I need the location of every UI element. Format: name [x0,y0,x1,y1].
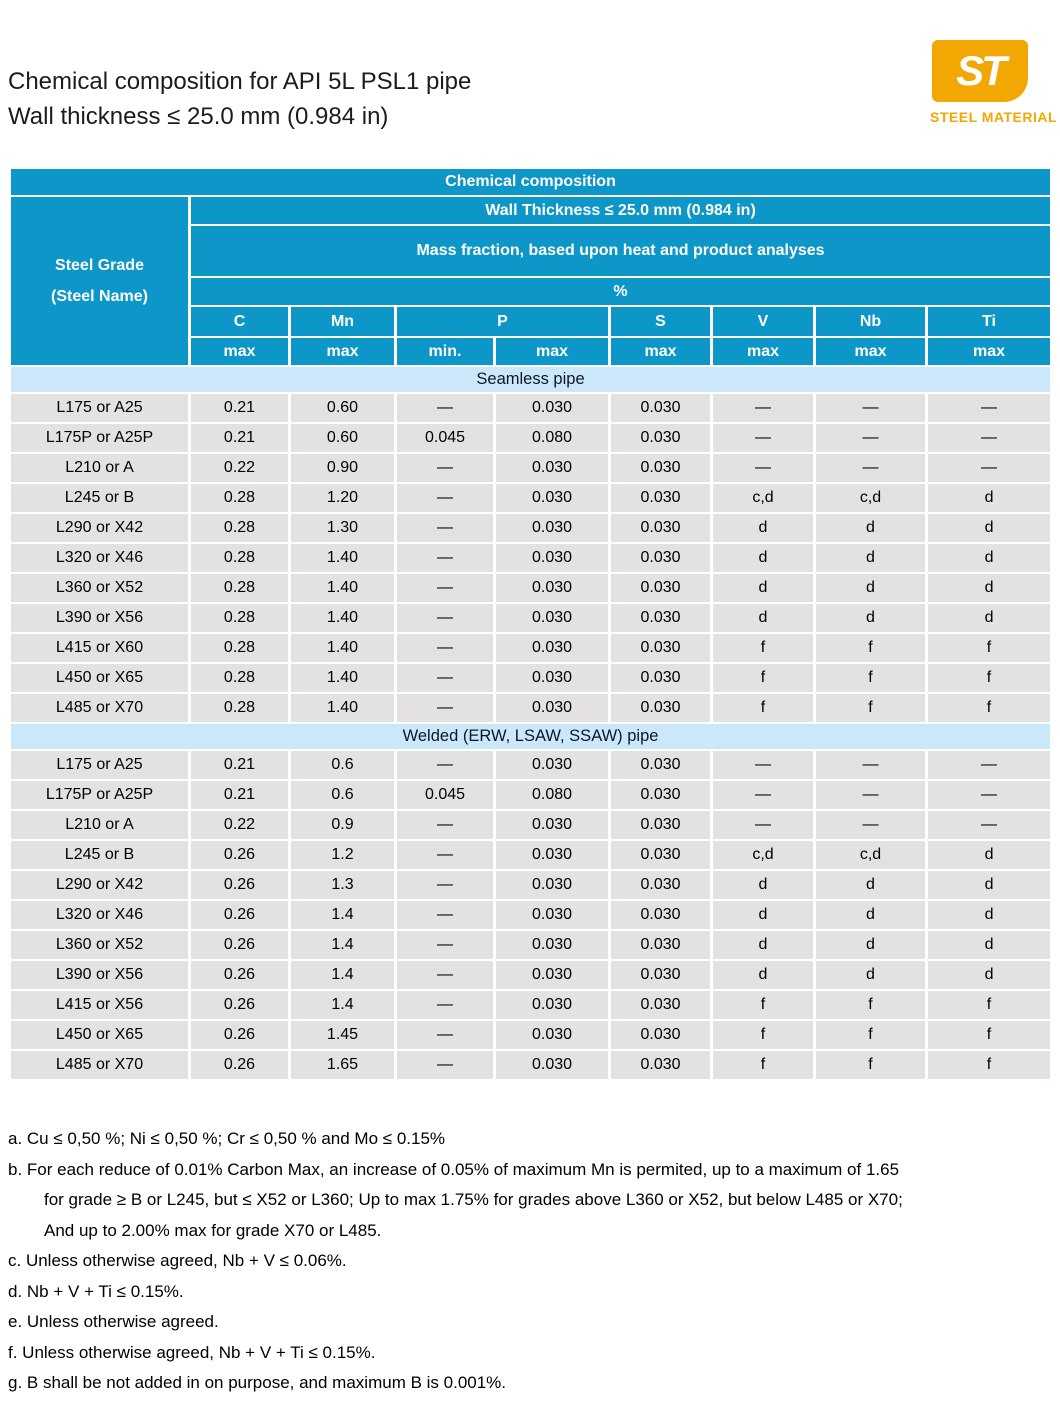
value-cell: 0.080 [496,424,608,452]
value-cell: c,d [713,484,813,512]
value-cell: 0.26 [191,991,288,1019]
value-cell: f [928,1051,1050,1079]
value-cell: — [816,454,925,482]
value-cell: 0.22 [191,811,288,839]
value-cell: — [397,1051,493,1079]
value-cell: f [928,1021,1050,1049]
value-cell: — [713,394,813,422]
value-cell: f [928,991,1050,1019]
table-row [11,1051,1050,1079]
table-row [11,634,1050,662]
value-cell: — [397,634,493,662]
value-cell: — [397,394,493,422]
logo-monogram: ST [956,47,1004,94]
value-cell: d [816,544,925,572]
value-cell: 1.30 [291,514,394,542]
steel-grade-header-line-1: Steel Grade [55,257,144,274]
footnotes [8,1124,1056,1399]
value-cell: — [816,424,925,452]
value-cell: 0.26 [191,841,288,869]
value-cell: d [713,514,813,542]
table-row [11,664,1050,692]
value-cell: — [397,931,493,959]
grade-cell: L320 or X46 [11,544,188,572]
value-cell: — [397,991,493,1019]
value-cell: 0.030 [496,394,608,422]
value-cell: c,d [816,484,925,512]
limit-header-2: min. [397,338,493,365]
limit-header-0: max [191,338,288,365]
value-cell: 0.030 [611,871,710,899]
section-header-cell: Welded (ERW, LSAW, SSAW) pipe [11,724,1050,749]
table-title-cell: Chemical composition [11,169,1050,195]
footnote-line: a. Cu ≤ 0,50 %; Ni ≤ 0,50 %; Cr ≤ 0,50 % and Mo ≤ 0.15% [8,1129,446,1148]
value-cell: c,d [713,841,813,869]
value-cell: 1.40 [291,544,394,572]
footnote-line: b. For each reduce of 0.01% Carbon Max, an increase of 0.05% of maximum Mn is permited, up to a maximum of 1.65 [8,1159,900,1179]
section-header-row [11,367,1050,392]
value-cell: 0.030 [611,1021,710,1049]
value-cell: 0.21 [191,751,288,779]
grade-cell: L360 or X52 [11,931,188,959]
table-row [11,574,1050,602]
value-cell: 0.22 [191,454,288,482]
value-cell: 0.030 [611,811,710,839]
value-cell: 0.21 [191,424,288,452]
value-cell: 0.28 [191,694,288,722]
value-cell: — [397,901,493,929]
page-title-line-2: Wall thickness ≤ 25.0 mm (0.984 in) [8,103,389,130]
footnote-line: And up to 2.00% max for grade X70 or L485. [44,1220,382,1240]
value-cell: d [713,544,813,572]
value-cell: 0.90 [291,454,394,482]
value-cell: 0.60 [291,394,394,422]
value-cell: f [928,694,1050,722]
value-cell: d [713,574,813,602]
grade-cell: L485 or X70 [11,694,188,722]
grade-cell: L320 or X46 [11,901,188,929]
value-cell: f [928,634,1050,662]
value-cell: 0.26 [191,961,288,989]
table-row [11,394,1050,422]
value-cell: — [816,751,925,779]
footnote-line: g. B shall be not added in on purpose, and maximum B is 0.001%. [8,1373,507,1392]
value-cell: 0.030 [496,484,608,512]
value-cell: 0.030 [496,454,608,482]
wall-thickness-header: Wall Thickness ≤ 25.0 mm (0.984 in) [191,197,1050,224]
value-cell: 0.030 [611,751,710,779]
chemical-composition-table [8,167,1053,1081]
limit-header-6: max [816,338,925,365]
value-cell: — [928,751,1050,779]
value-cell: 1.4 [291,961,394,989]
value-cell: — [713,781,813,809]
value-cell: 0.045 [397,781,493,809]
steel-grade-header-line-2: (Steel Name) [51,288,148,305]
value-cell: d [713,901,813,929]
value-cell: 0.26 [191,1051,288,1079]
value-cell: d [816,961,925,989]
section-header-cell: Seamless pipe [11,367,1050,392]
value-cell: 0.030 [611,1051,710,1079]
value-cell: 0.030 [496,574,608,602]
value-cell: 0.030 [611,694,710,722]
value-cell: 1.65 [291,1051,394,1079]
grade-cell: L175 or A25 [11,394,188,422]
value-cell: f [816,694,925,722]
value-cell: 0.030 [611,781,710,809]
value-cell: — [816,811,925,839]
value-cell: 0.28 [191,604,288,632]
value-cell: — [397,604,493,632]
table-row [11,811,1050,839]
element-header-ti: Ti [928,307,1050,336]
value-cell: d [713,931,813,959]
value-cell: 1.4 [291,991,394,1019]
footnote-line: for grade ≥ B or L245, but ≤ X52 or L360; Up to max 1.75% for grades above L360 or X52, but below L485 or X70; [44,1190,903,1209]
table-row [11,781,1050,809]
value-cell: f [928,664,1050,692]
value-cell: f [816,1021,925,1049]
grade-cell: L210 or A [11,454,188,482]
value-cell: 0.030 [611,931,710,959]
value-cell: 1.40 [291,574,394,602]
value-cell: 0.030 [496,1051,608,1079]
element-header-mn: Mn [291,307,394,336]
grade-cell: L290 or X42 [11,871,188,899]
element-header-s: S [611,307,710,336]
value-cell: — [928,811,1050,839]
grade-cell: L450 or X65 [11,664,188,692]
value-cell: 0.21 [191,781,288,809]
value-cell: c,d [816,841,925,869]
value-cell: 1.40 [291,634,394,662]
grade-cell: L415 or X60 [11,634,188,662]
value-cell: d [928,961,1050,989]
value-cell: 0.6 [291,751,394,779]
table-row [11,484,1050,512]
value-cell: 0.030 [611,484,710,512]
value-cell: 1.45 [291,1021,394,1049]
footnote-line: d. Nb + V + Ti ≤ 0.15%. [8,1281,184,1301]
value-cell: — [713,811,813,839]
value-cell: 1.4 [291,931,394,959]
value-cell: — [816,781,925,809]
grade-cell: L175 or A25 [11,751,188,779]
value-cell: 0.030 [611,961,710,989]
footnote-line: c. Unless otherwise agreed, Nb + V ≤ 0.06%. [8,1251,347,1270]
table-row [11,424,1050,452]
logo-box [932,40,1028,102]
value-cell: 0.030 [496,871,608,899]
value-cell: 0.030 [496,991,608,1019]
table-row [11,694,1050,722]
grade-cell: L245 or B [11,484,188,512]
value-cell: 0.030 [611,394,710,422]
value-cell: — [397,484,493,512]
value-cell: — [397,454,493,482]
value-cell: 0.030 [496,604,608,632]
value-cell: 0.21 [191,394,288,422]
value-cell: d [816,604,925,632]
value-cell: d [928,604,1050,632]
value-cell: 1.40 [291,694,394,722]
value-cell: d [713,871,813,899]
percent-header: % [191,278,1050,305]
value-cell: f [816,664,925,692]
value-cell: — [397,871,493,899]
value-cell: 0.030 [496,664,608,692]
table-row [11,544,1050,572]
table-row [11,961,1050,989]
grade-cell: L415 or X56 [11,991,188,1019]
value-cell: d [816,514,925,542]
value-cell: — [713,454,813,482]
value-cell: 0.28 [191,544,288,572]
limit-header-7: max [928,338,1050,365]
value-cell: d [928,841,1050,869]
limit-header-3: max [496,338,608,365]
limit-header-5: max [713,338,813,365]
grade-cell: L485 or X70 [11,1051,188,1079]
value-cell: d [928,574,1050,602]
value-cell: d [713,604,813,632]
value-cell: — [713,751,813,779]
value-cell: 0.28 [191,574,288,602]
value-cell: 0.030 [611,514,710,542]
value-cell: 0.60 [291,424,394,452]
value-cell: 0.030 [611,544,710,572]
value-cell: f [713,664,813,692]
value-cell: — [397,574,493,602]
value-cell: 0.6 [291,781,394,809]
value-cell: 0.030 [496,544,608,572]
page-title-line-1: Chemical composition for API 5L PSL1 pipe [8,68,472,95]
mass-fraction-header: Mass fraction, based upon heat and product analyses [191,226,1050,276]
value-cell: — [397,811,493,839]
grade-cell: L390 or X56 [11,604,188,632]
value-cell: 0.030 [611,634,710,662]
grade-cell: L245 or B [11,841,188,869]
value-cell: 1.2 [291,841,394,869]
value-cell: 0.28 [191,634,288,662]
section-header-row [11,724,1050,749]
footnote-line: e. Unless otherwise agreed. [8,1312,219,1331]
value-cell: 0.030 [611,991,710,1019]
value-cell: d [816,574,925,602]
grade-cell: L175P or A25P [11,781,188,809]
value-cell: — [816,394,925,422]
value-cell: 0.9 [291,811,394,839]
value-cell: — [397,514,493,542]
element-header-v: V [713,307,813,336]
value-cell: f [713,1021,813,1049]
limit-header-4: max [611,338,710,365]
value-cell: — [397,961,493,989]
value-cell: 0.28 [191,664,288,692]
value-cell: 0.030 [611,454,710,482]
grade-cell: L390 or X56 [11,961,188,989]
value-cell: 0.26 [191,1021,288,1049]
limit-header-1: max [291,338,394,365]
value-cell: — [928,394,1050,422]
value-cell: 0.28 [191,484,288,512]
value-cell: 0.030 [496,751,608,779]
value-cell: f [713,991,813,1019]
value-cell: 0.030 [496,514,608,542]
footnote-line: f. Unless otherwise agreed, Nb + V + Ti ≤ 0.15%. [8,1342,376,1362]
value-cell: 0.030 [496,634,608,662]
value-cell: 1.3 [291,871,394,899]
table-row [11,841,1050,869]
value-cell: 1.40 [291,664,394,692]
value-cell: f [713,694,813,722]
value-cell: 0.030 [496,901,608,929]
value-cell: — [397,1021,493,1049]
value-cell: f [713,634,813,662]
table-row [11,931,1050,959]
value-cell: 1.20 [291,484,394,512]
value-cell: d [928,871,1050,899]
value-cell: 0.030 [496,1021,608,1049]
value-cell: d [816,871,925,899]
value-cell: 0.080 [496,781,608,809]
steel-grade-header [11,197,188,365]
logo [930,40,1058,125]
page-title [8,64,471,134]
value-cell: f [713,1051,813,1079]
table-row [11,604,1050,632]
table-row [11,901,1050,929]
value-cell: 0.030 [496,841,608,869]
value-cell: 1.4 [291,901,394,929]
value-cell: 0.030 [611,664,710,692]
value-cell: 0.26 [191,901,288,929]
table-row [11,1021,1050,1049]
value-cell: d [816,901,925,929]
element-header-c: C [191,307,288,336]
value-cell: — [713,424,813,452]
value-cell: f [816,991,925,1019]
value-cell: — [397,694,493,722]
table-row [11,751,1050,779]
value-cell: 0.030 [611,604,710,632]
grade-cell: L360 or X52 [11,574,188,602]
value-cell: 0.030 [611,574,710,602]
value-cell: d [928,901,1050,929]
table-row [11,991,1050,1019]
value-cell: 0.26 [191,871,288,899]
value-cell: f [816,634,925,662]
element-header-nb: Nb [816,307,925,336]
value-cell: — [397,664,493,692]
grade-cell: L290 or X42 [11,514,188,542]
value-cell: f [816,1051,925,1079]
value-cell: — [397,841,493,869]
logo-caption: STEEL MATERIAL [930,109,1058,125]
value-cell: d [928,931,1050,959]
value-cell: 0.030 [611,901,710,929]
table-row [11,454,1050,482]
value-cell: 0.030 [611,424,710,452]
grade-cell: L210 or A [11,811,188,839]
value-cell: — [397,751,493,779]
value-cell: — [928,781,1050,809]
element-header-p: P [397,307,608,336]
value-cell: 0.26 [191,931,288,959]
value-cell: — [397,544,493,572]
grade-cell: L175P or A25P [11,424,188,452]
value-cell: 1.40 [291,604,394,632]
value-cell: 0.28 [191,514,288,542]
value-cell: — [928,454,1050,482]
value-cell: d [928,484,1050,512]
value-cell: d [928,544,1050,572]
value-cell: 0.030 [496,931,608,959]
value-cell: 0.030 [496,961,608,989]
value-cell: 0.030 [611,841,710,869]
table-row [11,514,1050,542]
value-cell: — [928,424,1050,452]
value-cell: d [928,514,1050,542]
value-cell: d [713,961,813,989]
value-cell: d [816,931,925,959]
value-cell: 0.045 [397,424,493,452]
grade-cell: L450 or X65 [11,1021,188,1049]
table-row [11,871,1050,899]
value-cell: 0.030 [496,694,608,722]
value-cell: 0.030 [496,811,608,839]
